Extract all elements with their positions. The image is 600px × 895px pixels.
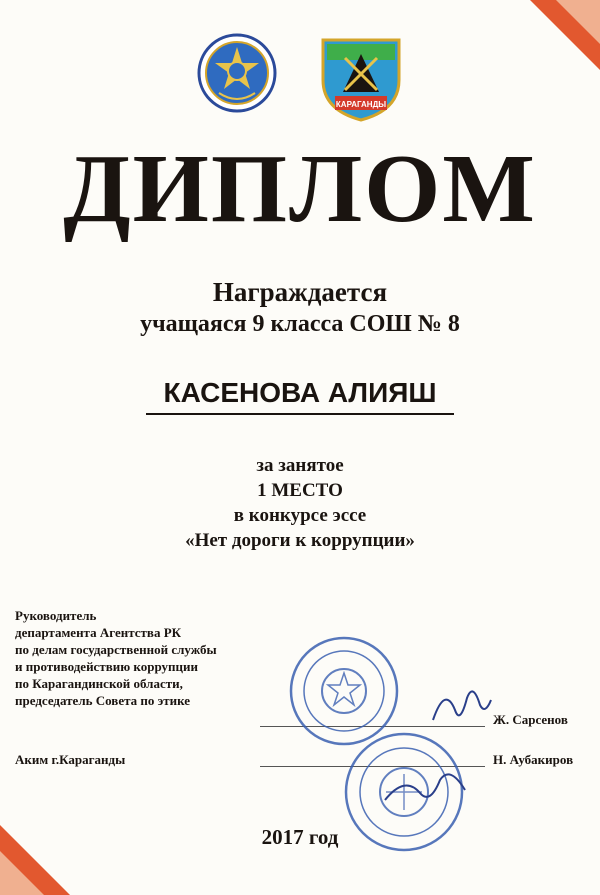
signatory-line: Руководитель (15, 608, 97, 623)
karaganda-coat-of-arms-icon (317, 30, 405, 122)
signatory-name-1: Ж. Сарсенов (493, 712, 568, 727)
signatory-left-block (15, 607, 217, 709)
contest-title: «Нет дороги к коррупции» (185, 530, 415, 551)
signature-2-icon (380, 765, 470, 815)
achievement-line-3: в конкурсе эссе (233, 505, 367, 526)
signatory-line: и противодействию коррупции (15, 659, 198, 674)
corner-decoration-top-right-inner (556, 0, 600, 44)
corner-decoration-bottom-left-inner (0, 851, 44, 895)
diploma-year: 2017 год (261, 825, 339, 849)
student-description: учащаяся 9 класса СОШ № 8 (140, 311, 460, 337)
signatory-line: по делам государственной службы (15, 642, 217, 657)
signature-1-icon (425, 680, 495, 730)
signatory-line: председатель Совета по этике (15, 693, 191, 708)
recipient-name: КАСЕНОВА АЛИЯШ (146, 377, 454, 415)
agency-emblem-icon (197, 33, 277, 113)
signatory-name-2: Н. Аубакиров (493, 752, 574, 767)
award-heading: Награждается (212, 277, 388, 307)
akim-title: Аким г.Караганды (15, 752, 126, 767)
signatory-line: департамента Агентства РК (15, 625, 182, 640)
signatory-line: по Карагандинской области, (15, 676, 183, 691)
coat-of-arms-label: КАРАГАНДЫ (335, 100, 387, 109)
achievement-line-1: за занятое (256, 455, 344, 476)
achievement-place: 1 МЕСТО (257, 480, 343, 501)
diploma-title: ДИПЛОМ (63, 135, 537, 243)
